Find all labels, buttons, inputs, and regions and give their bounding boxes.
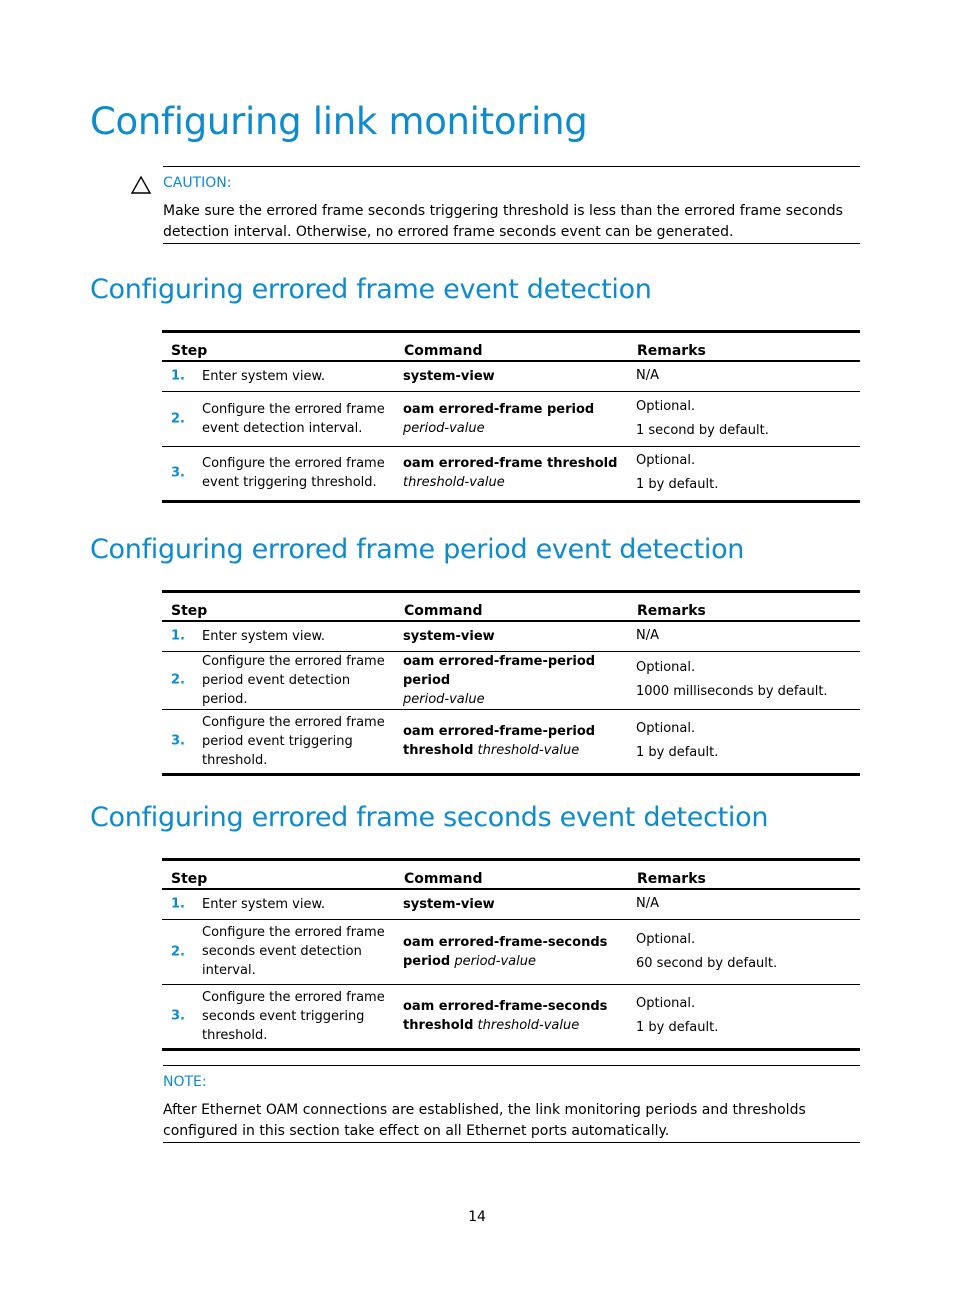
caution-text: Make sure the errored frame seconds triggering threshold is less than the errored frame seconds detection interval. Otherwise, no errored frame seconds event can be generated.	[163, 203, 843, 240]
command-argument: period-value	[403, 420, 485, 436]
note-label: NOTE:	[163, 1074, 207, 1090]
remark-line: 1 by default.	[636, 477, 719, 492]
table-row	[162, 709, 860, 774]
remark-line: Optional.	[636, 660, 696, 675]
header-remarks: Remarks	[637, 603, 706, 619]
header-remarks: Remarks	[637, 343, 706, 359]
command-keyword: system-view	[403, 368, 495, 384]
section-heading-period-event: Configuring errored frame period event detection	[90, 534, 745, 565]
table-row	[162, 889, 860, 919]
header-command: Command	[404, 603, 483, 619]
command-keyword: oam errored-frame period	[403, 401, 595, 417]
step-text: Configure the errored frame period event triggering threshold.	[202, 714, 385, 768]
header-step: Step	[171, 603, 208, 619]
table-row	[162, 391, 860, 446]
command-keyword: oam errored-frame threshold	[403, 456, 618, 471]
remark-line: Optional.	[636, 721, 696, 736]
header-command: Command	[404, 343, 483, 359]
table-row	[162, 621, 860, 651]
step-text: Configure the errored frame period event detection period.	[202, 653, 385, 707]
warning-triangle-icon	[131, 175, 151, 195]
command-keyword: oam errored-frame-seconds period	[403, 934, 608, 969]
table-frame-event	[162, 330, 860, 503]
command-keyword: oam errored-frame-period period	[403, 653, 596, 688]
remark-line: N/A	[636, 628, 659, 644]
header-step: Step	[171, 871, 208, 887]
step-text: Enter system view.	[202, 896, 326, 912]
remark-line: 60 second by default.	[636, 955, 778, 971]
table-seconds-event	[162, 858, 860, 1051]
step-number: 2.	[171, 411, 185, 426]
remark-line: N/A	[636, 368, 659, 384]
table-row	[162, 984, 860, 1049]
header-step: Step	[171, 343, 208, 359]
header-command: Command	[404, 871, 483, 887]
step-number: 1.	[171, 628, 185, 644]
note-text: After Ethernet OAM connections are established, the link monitoring periods and thresholds configured in this section take effect on all Ethernet ports automatically.	[163, 1102, 806, 1139]
remark-line: Optional.	[636, 453, 696, 468]
command-keyword: oam errored-frame-seconds threshold	[403, 999, 608, 1033]
table-row	[162, 446, 860, 501]
command-keyword: system-view	[403, 628, 495, 644]
step-number: 3.	[171, 1008, 185, 1024]
remark-line: N/A	[636, 896, 659, 912]
table-row	[162, 919, 860, 984]
note-box	[163, 1065, 860, 1143]
command-argument: threshold-value	[403, 475, 505, 490]
step-number: 2.	[171, 672, 185, 688]
remark-line: 1 by default.	[636, 745, 719, 760]
section-heading-frame-event: Configuring errored frame event detection	[90, 274, 652, 305]
remark-line: Optional.	[636, 931, 696, 947]
command-argument: threshold-value	[477, 743, 580, 758]
command-keyword: system-view	[403, 896, 495, 912]
step-text: Enter system view.	[202, 368, 326, 384]
remark-line: Optional.	[636, 398, 696, 414]
command-argument: period-value	[454, 953, 536, 969]
step-text: Enter system view.	[202, 628, 326, 644]
step-text: Configure the errored frame event detection interval.	[202, 401, 385, 436]
table-row	[162, 651, 860, 709]
remark-line: 1000 milliseconds by default.	[636, 684, 828, 699]
step-number: 1.	[171, 896, 185, 912]
step-number: 1.	[171, 368, 185, 384]
table-row	[162, 361, 860, 391]
table-period-event	[162, 590, 860, 776]
step-number: 2.	[171, 944, 185, 959]
step-text: Configure the errored frame seconds event detection interval.	[202, 925, 385, 978]
remark-line: 1 by default.	[636, 1020, 719, 1035]
command-keyword: oam errored-frame-period threshold	[403, 724, 596, 758]
caution-box	[163, 166, 860, 244]
step-number: 3.	[171, 733, 185, 749]
header-remarks: Remarks	[637, 871, 706, 887]
caution-label: CAUTION:	[163, 175, 232, 191]
remark-line: Optional.	[636, 996, 696, 1011]
page-title: Configuring link monitoring	[90, 100, 588, 143]
step-text: Configure the errored frame event triggering threshold.	[202, 456, 385, 490]
command-argument: threshold-value	[477, 1018, 580, 1033]
command-argument: period-value	[403, 691, 485, 707]
section-heading-seconds-event: Configuring errored frame seconds event detection	[90, 802, 769, 833]
step-number: 3.	[171, 465, 185, 481]
step-text: Configure the errored frame seconds event triggering threshold.	[202, 989, 385, 1043]
page-number: 14	[468, 1209, 486, 1225]
remark-line: 1 second by default.	[636, 422, 769, 438]
